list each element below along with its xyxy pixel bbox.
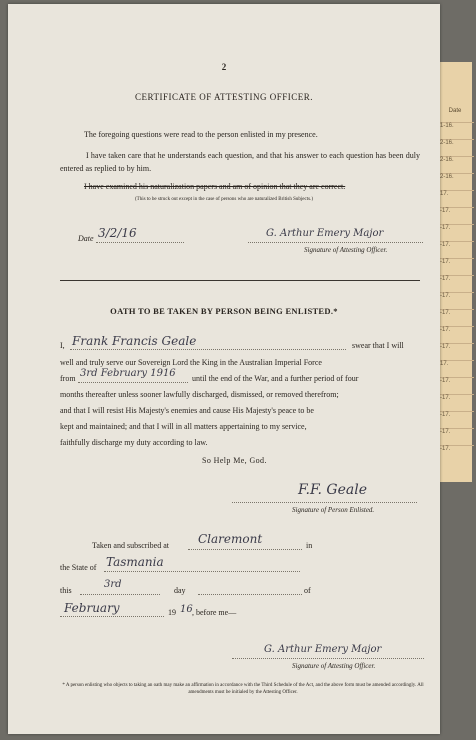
strip-entry: -17. xyxy=(438,411,474,422)
strip-entry: -17. xyxy=(438,258,474,269)
oath-swear: swear that I will xyxy=(352,341,404,350)
strip-entry: -17. xyxy=(438,241,474,252)
strip-entry: -17. xyxy=(438,207,474,218)
strip-entry: -17. xyxy=(438,343,474,354)
strip-entry: 17. xyxy=(438,190,474,201)
strip-entry: -17. xyxy=(438,445,474,456)
oath-line-4: months thereafter unless sooner lawfully discharged, dismissed, or removed therefrom; xyxy=(60,390,339,399)
document-page xyxy=(8,4,440,734)
state-value: Tasmania xyxy=(106,555,164,569)
strip-entry: 17. xyxy=(438,360,474,371)
taken-subscribed-label: Taken and subscribed at xyxy=(92,541,169,550)
strip-entry: -17. xyxy=(438,292,474,303)
oath-line-6: kept and maintained; and that I will in all matters appertaining to my service, xyxy=(60,422,307,431)
officer-signature-label: Signature of Attesting Officer. xyxy=(292,662,376,670)
before-me-label: , before me— xyxy=(192,608,237,617)
enlistee-name: Frank Francis Geale xyxy=(72,334,197,348)
page-number: 2 xyxy=(221,62,227,72)
month-value: February xyxy=(64,601,120,615)
attest-paragraph-1: The foregoing questions were read to the person enlisted in my presence. xyxy=(84,130,318,139)
oath-i: I, xyxy=(60,341,65,350)
strip-entry: 2-16. xyxy=(438,139,474,150)
oath-line-3: until the end of the War, and a further period of four xyxy=(192,374,359,383)
footnote: * A person enlisting who objects to taking an oath may make an affirmation in accordance with the Third Schedule of the Act, and the above form must be amended accordingly. All amendments must be initialed by the Attesting Officer. xyxy=(62,683,424,695)
day-label: day xyxy=(174,586,186,595)
month-line xyxy=(60,616,164,617)
oath-line-5: and that I will resist His Majesty's enemies and cause His Majesty's peace to be xyxy=(60,406,314,415)
from-date-line xyxy=(78,382,188,383)
strip-entry: 1-16. xyxy=(438,122,474,133)
oath-line-7: faithfully discharge my duty according to law. xyxy=(60,438,208,447)
oath-from: from xyxy=(60,374,76,383)
strip-entry: -17. xyxy=(438,428,474,439)
section-divider xyxy=(60,280,420,281)
date-value: 3/2/16 xyxy=(98,226,137,240)
naturalization-note: (This to be struck out except in the case of persons who are naturalized British Subjects.) xyxy=(134,197,313,202)
place-value: Claremont xyxy=(198,532,263,546)
this-label: this xyxy=(60,586,72,595)
strip-entry: -17. xyxy=(438,309,474,320)
year-label: 19 xyxy=(168,608,176,617)
enlistee-signature-line xyxy=(232,502,417,503)
strip-entry: -17. xyxy=(438,224,474,235)
of-line xyxy=(198,594,302,595)
attest-paragraph-3: I have examined his naturalization papers and am of opinion that they are correct. xyxy=(84,182,346,191)
attest-paragraph-2: I have taken care that he understands each question, and that his answer to each question has been duly entered as replied to by him. xyxy=(60,151,420,173)
signature-line xyxy=(248,242,423,243)
strip-entry: 2-16. xyxy=(438,156,474,167)
strip-entry: -17. xyxy=(438,275,474,286)
enlistee-signature-label: Signature of Person Enlisted. xyxy=(292,506,375,514)
day-line xyxy=(80,594,160,595)
date-line xyxy=(96,242,184,243)
oath-line-2: well and truly serve our Sovereign Lord the King in the Australian Imperial Force xyxy=(60,358,322,367)
state-line xyxy=(104,571,300,572)
strip-entry: -17. xyxy=(438,394,474,405)
date-label: Date xyxy=(78,234,94,243)
officer-signature-line xyxy=(232,658,424,659)
officer-signature: G. Arthur Emery Major xyxy=(264,644,382,655)
oath-from-date: 3rd February 1916 xyxy=(80,368,176,379)
in-label: in xyxy=(306,541,313,550)
so-help-me-god: So Help Me, God. xyxy=(202,456,267,465)
attest-title: CERTIFICATE OF ATTESTING OFFICER. xyxy=(135,92,313,102)
day-value: 3rd xyxy=(104,579,122,590)
strip-entry: -17. xyxy=(438,377,474,388)
signature-label: Signature of Attesting Officer. xyxy=(304,246,388,254)
oath-title: OATH TO BE TAKEN BY PERSON BEING ENLISTED.* xyxy=(110,306,338,316)
enlistee-signature: F.F. Geale xyxy=(298,482,367,498)
year-value: 16 xyxy=(180,604,193,615)
name-line xyxy=(70,349,346,350)
attached-date-strip xyxy=(437,62,472,482)
strip-entry: -17. xyxy=(438,326,474,337)
strip-entry: 2-16. xyxy=(438,173,474,184)
place-line xyxy=(188,549,302,550)
of-label: of xyxy=(304,586,311,595)
state-label: the State of xyxy=(60,563,97,572)
attesting-signature: G. Arthur Emery Major xyxy=(266,228,384,239)
strip-header: Date xyxy=(448,108,462,114)
